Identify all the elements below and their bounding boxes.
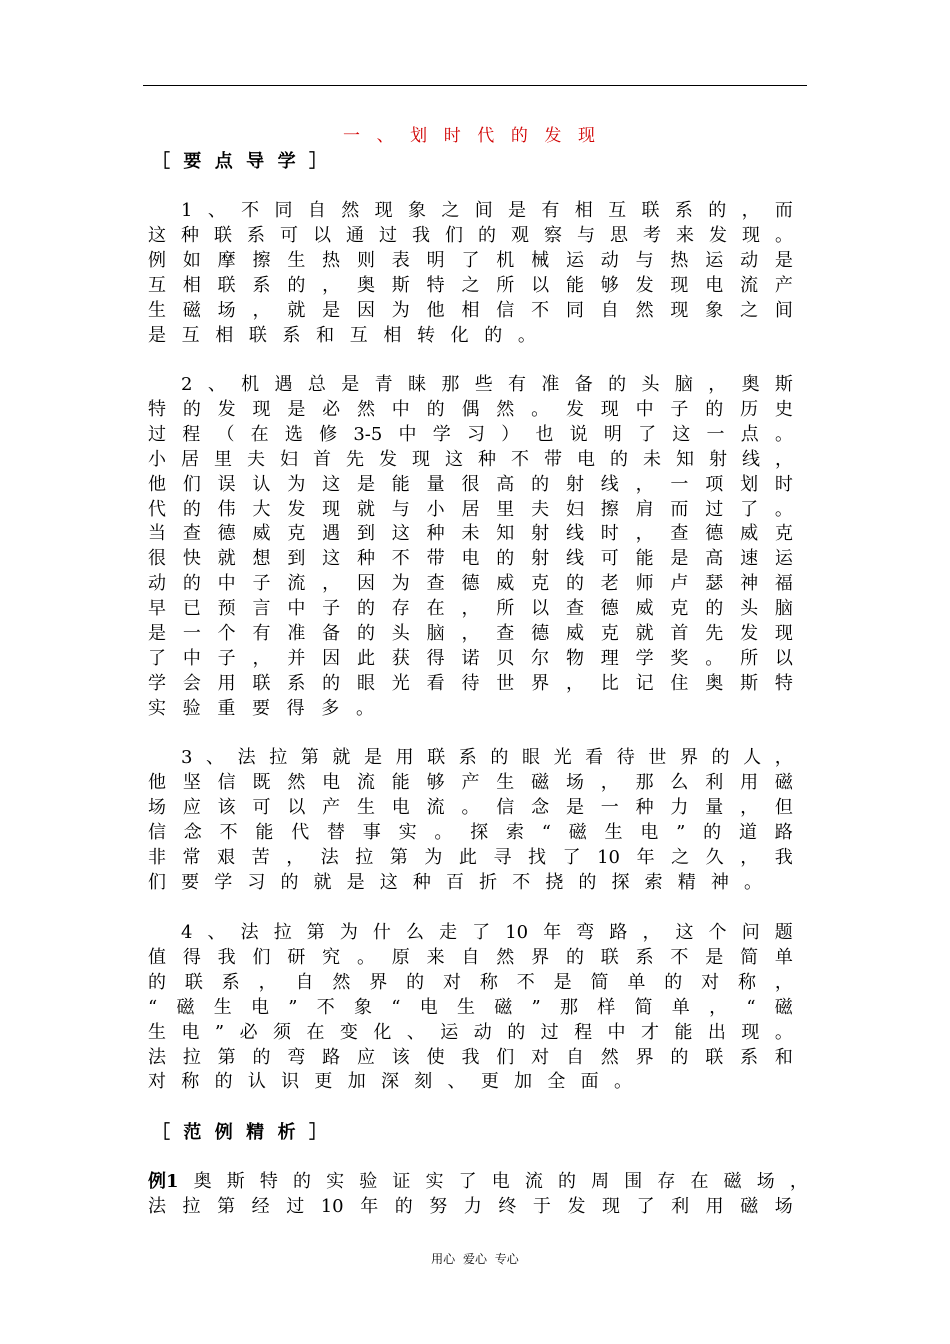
paragraph-line: 当 查 德 威 克 遇 到 这 种 未 知 射 线 时 ， 查 德 威 克: [148, 523, 793, 545]
paragraph-line: 场 应 该 可 以 产 生 电 流 。 信 念 是 一 种 力 量 ， 但: [148, 796, 793, 818]
paragraph-line: 学 会 用 联 系 的 眼 光 看 待 世 界 ， 比 记 住 奥 斯 特: [148, 672, 793, 694]
paragraph-line: 的 联 系 ， 自 然 界 的 对 称 不 是 简 单 的 对 称 ，: [148, 971, 793, 993]
header-rule: [143, 85, 807, 86]
example-label: 例1: [148, 1171, 179, 1192]
paragraph-line: 3 、 法 拉 第 就 是 用 联 系 的 眼 光 看 待 世 界 的 人 ，: [181, 747, 793, 768]
paragraph-line: 这 种 联 系 可 以 通 过 我 们 的 观 察 与 思 考 来 发 现 。: [148, 224, 793, 246]
page-title: 一 、 划 时 代 的 发 现: [343, 126, 595, 146]
paragraph-line: 代 的 伟 大 发 现 就 与 小 居 里 夫 妇 擦 肩 而 过 了 。: [148, 498, 793, 520]
section-heading: ［ 范 例 精 析 ］: [152, 1122, 327, 1143]
paragraph-line: “ 磁 生 电 ” 不 象 “ 电 生 磁 ” 那 样 简 单 ， “ 磁: [148, 996, 793, 1018]
paragraph-line: 他 们 误 认 为 这 是 能 量 很 高 的 射 线 ， 一 项 划 时: [148, 473, 793, 495]
paragraph-line: 信 念 不 能 代 替 事 实 。 探 索 “ 磁 生 电 ” 的 道 路: [148, 821, 793, 843]
paragraph-line: 生 磁 场 ， 就 是 因 为 他 相 信 不 同 自 然 现 象 之 间: [148, 299, 793, 321]
paragraph-line: 非 常 艰 苦 ， 法 拉 第 为 此 寻 找 了 10 年 之 久 ， 我: [148, 846, 793, 868]
paragraph-line: 值 得 我 们 研 究 。 原 来 自 然 界 的 联 系 不 是 简 单: [148, 946, 793, 968]
paragraph-line: 实 验 重 要 得 多 。: [148, 697, 374, 719]
example-line: 例1 奥 斯 特 的 实 验 证 实 了 电 流 的 周 围 存 在 磁 场 ，: [148, 1171, 808, 1192]
page-footer: 用心 爱心 专心: [431, 1252, 519, 1266]
paragraph-line: 了 中 子 ， 并 因 此 获 得 诺 贝 尔 物 理 学 奖 。 所 以: [148, 647, 793, 669]
paragraph-line: 生 电 ” 必 须 在 变 化 、 运 动 的 过 程 中 才 能 出 现 。: [148, 1021, 793, 1043]
paragraph-line: 很 快 就 想 到 这 种 不 带 电 的 射 线 可 能 是 高 速 运: [148, 548, 793, 570]
paragraph-line: 对 称 的 认 识 更 加 深 刻 、 更 加 全 面 。: [148, 1071, 632, 1093]
paragraph-line: 是 互 相 联 系 和 互 相 转 化 的 。: [148, 324, 536, 346]
paragraph-line: 4 、 法 拉 第 为 什 么 走 了 10 年 弯 路 ， 这 个 问 题: [181, 922, 793, 943]
paragraph-line: 2 、 机 遇 总 是 青 睐 那 些 有 准 备 的 头 脑 ， 奥 斯: [181, 374, 793, 395]
section-heading: ［ 要 点 导 学 ］: [152, 151, 327, 172]
paragraph-line: 过 程 （ 在 选 修 3-5 中 学 习 ） 也 说 明 了 这 一 点 。: [148, 423, 793, 445]
paragraph-line: 动 的 中 子 流 ， 因 为 查 德 威 克 的 老 师 卢 瑟 神 福: [148, 573, 793, 595]
paragraph-line: 互 相 联 系 的 ， 奥 斯 特 之 所 以 能 够 发 现 电 流 产: [148, 274, 793, 296]
paragraph-line: 法 拉 第 的 弯 路 应 该 使 我 们 对 自 然 界 的 联 系 和: [148, 1046, 793, 1068]
paragraph-line: 们 要 学 习 的 就 是 这 种 百 折 不 挠 的 探 索 精 神 。: [148, 871, 762, 893]
paragraph-line: 1 、 不 同 自 然 现 象 之 间 是 有 相 互 联 系 的 ， 而: [181, 200, 793, 221]
paragraph-line: 特 的 发 现 是 必 然 中 的 偶 然 。 发 现 中 子 的 历 史: [148, 398, 793, 420]
example-line: 法 拉 第 经 过 10 年 的 努 力 终 于 发 现 了 利 用 磁 场: [148, 1196, 793, 1217]
paragraph-line: 是 一 个 有 准 备 的 头 脑 ， 查 德 威 克 就 首 先 发 现: [148, 623, 793, 644]
paragraph-line: 例 如 摩 擦 生 热 则 表 明 了 机 械 运 动 与 热 运 动 是: [148, 249, 793, 271]
paragraph-line: 小 居 里 夫 妇 首 先 发 现 这 种 不 带 电 的 未 知 射 线 ，: [148, 448, 793, 470]
paragraph-line: 他 坚 信 既 然 电 流 能 够 产 生 磁 场 ， 那 么 利 用 磁: [148, 771, 793, 793]
paragraph-line: 早 已 预 言 中 子 的 存 在 ， 所 以 查 德 威 克 的 头 脑: [148, 598, 793, 620]
